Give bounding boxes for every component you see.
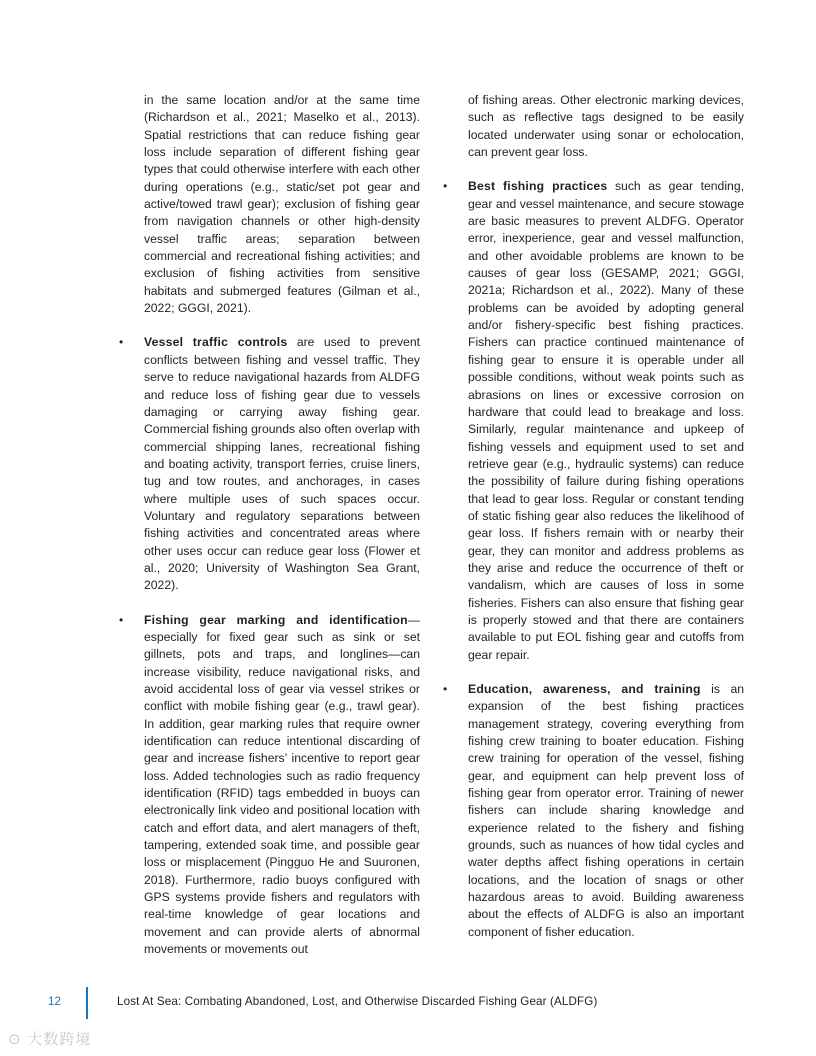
right-column bbox=[468, 92, 744, 941]
bullet-body: such as gear tending, gear and vessel maintenance, and secure stowage are basic measures to prevent ALDFG. Operator error, inexperience, gear and vessel malfunction, and other avoidable problems are known to be causes of gear loss (GESAMP, 2021; GGGI, 2021a; Richardson et al., 2022). Many of these problems can be avoided by adopting general and/or fishery-specific best fishing practices. Fishers can practice continued maintenance of fishing gear to ensure it is operable under all possible conditions, without weak points such as abrasions on lines or excessive corrosion on hardware that could lead to breakage and loss. Similarly, regular maintenance and upkeep of fishing vessels and equipment used to set and retrieve gear (e.g., hydraulic systems) can reduce the possibility of failure during fishing operations that lead to gear loss. Regular or constant tending of static fishing gear also reduces the likelihood of gear loss. If fishers remain with or nearby their gear, they can monitor and address problems as they arise and reduce the occurrence of theft or vandalism, which are causes of loss in some fisheries. Fishers can also ensure that fishing gear is properly stowed and that there are containers available to put EOL fishing gear and cutoffs from gear repair. bbox=[468, 179, 744, 662]
bullet-title: Vessel traffic controls bbox=[144, 335, 288, 350]
bullet-body: is an expansion of the best fishing practices management strategy, covering everything from fishing crew training to boater education. Fishing crew training for operation of the vessel, fishing gear, and equipment can help prevent loss of fishing gear from operator error. Training of newer fishers can include sharing knowledge and experience related to the fishery and fishing grounds, such as nuances of how tidal cycles and water depths affect fishing operations in certain locations, and the location of snags or other hazardous areas to avoid. Building awareness about the effects of ALDFG is also an important component of fisher education. bbox=[468, 682, 744, 939]
footer-divider bbox=[86, 987, 88, 1019]
bullet-body: — especially for fixed gear such as sink or set gillnets, pots and traps, and longlines—can increase visibility, reduce navigational risks, and avoid accidental loss of gear via vessel strikes or conflict with mobile fishing gear (e.g., trawl gear). In addition, gear marking rules that require owner identification can reduce intentional discarding of gear and increase fishers’ incentive to report gear loss. Added technologies such as radio frequency identification (RFID) tags embedded in buoys can electronically link video and positional location with catch and effort data, and alert managers of theft, tampering, extended soak time, and possible gear loss or misplacement (Pingguo He and Suuronen, 2018). Furthermore, radio buoys configured with GPS systems provide fishers and regulators with real-time knowledge of gear locations and movement and can provide alerts of abnormal movements or movements out bbox=[144, 612, 420, 957]
bullet-title: Education, awareness, and training bbox=[468, 682, 701, 696]
page-footer bbox=[0, 987, 816, 1019]
bullet-education-awareness-training bbox=[468, 681, 744, 941]
bullet-best-fishing-practices bbox=[468, 178, 744, 664]
watermark-text: 大数跨境 bbox=[27, 1030, 92, 1048]
watermark bbox=[8, 1028, 91, 1049]
watermark-logo-icon: ⊙ bbox=[8, 1030, 22, 1048]
bullet-title: Best fishing practices bbox=[468, 179, 608, 194]
page-number: 12 bbox=[48, 995, 61, 1008]
bullet-vessel-traffic-controls bbox=[144, 334, 420, 594]
left-column bbox=[144, 92, 420, 959]
bullet-title: Fishing gear marking and identification bbox=[144, 612, 408, 627]
left-intro-paragraph: in the same location and/or at the same time (Richardson et al., 2021; Maselko et al., 2013). Spatial restrictions that can reduce fishing gear loss include separation of different fishing gear types that could otherwise interfere with each other during operations (e.g., static/set pot gear and active/towed trawl gear); exclusion of fishing gear from navigation channels or other high-density vessel traffic areas; separation between commercial and recreational fishing activities; and exclusion of fishing activities from sensitive habitats and submerged features (Gilman et al., 2022; GGGI, 2021). bbox=[144, 93, 420, 316]
bullet-body: are used to prevent conflicts between fishing and vessel traffic. They serve to reduce navigational hazards from ALDFG and reduce loss of fishing gear due to vessels damaging or carrying away fishing gear. Commercial fishing grounds also often overlap with commercial shipping lanes, recreational fishing and boating activity, transport ferries, cruise liners, tug and tow routes, and anchorages, in cases where multiple uses of such spaces occur. Voluntary and regulatory separations between fishing activities and concentrated areas where other uses occur can reduce gear loss (Flower et al., 2020; University of Washington Sea Grant, 2022). bbox=[144, 335, 420, 593]
right-intro-paragraph: of fishing areas. Other electronic marking devices, such as reflective tags designed to be easily located underwater using sonar or echolocation, can prevent gear loss. bbox=[468, 93, 744, 160]
footer-document-title: Lost At Sea: Combating Abandoned, Lost, and Otherwise Discarded Fishing Gear (ALDFG) bbox=[117, 995, 598, 1008]
bullet-fishing-gear-marking bbox=[144, 612, 420, 959]
